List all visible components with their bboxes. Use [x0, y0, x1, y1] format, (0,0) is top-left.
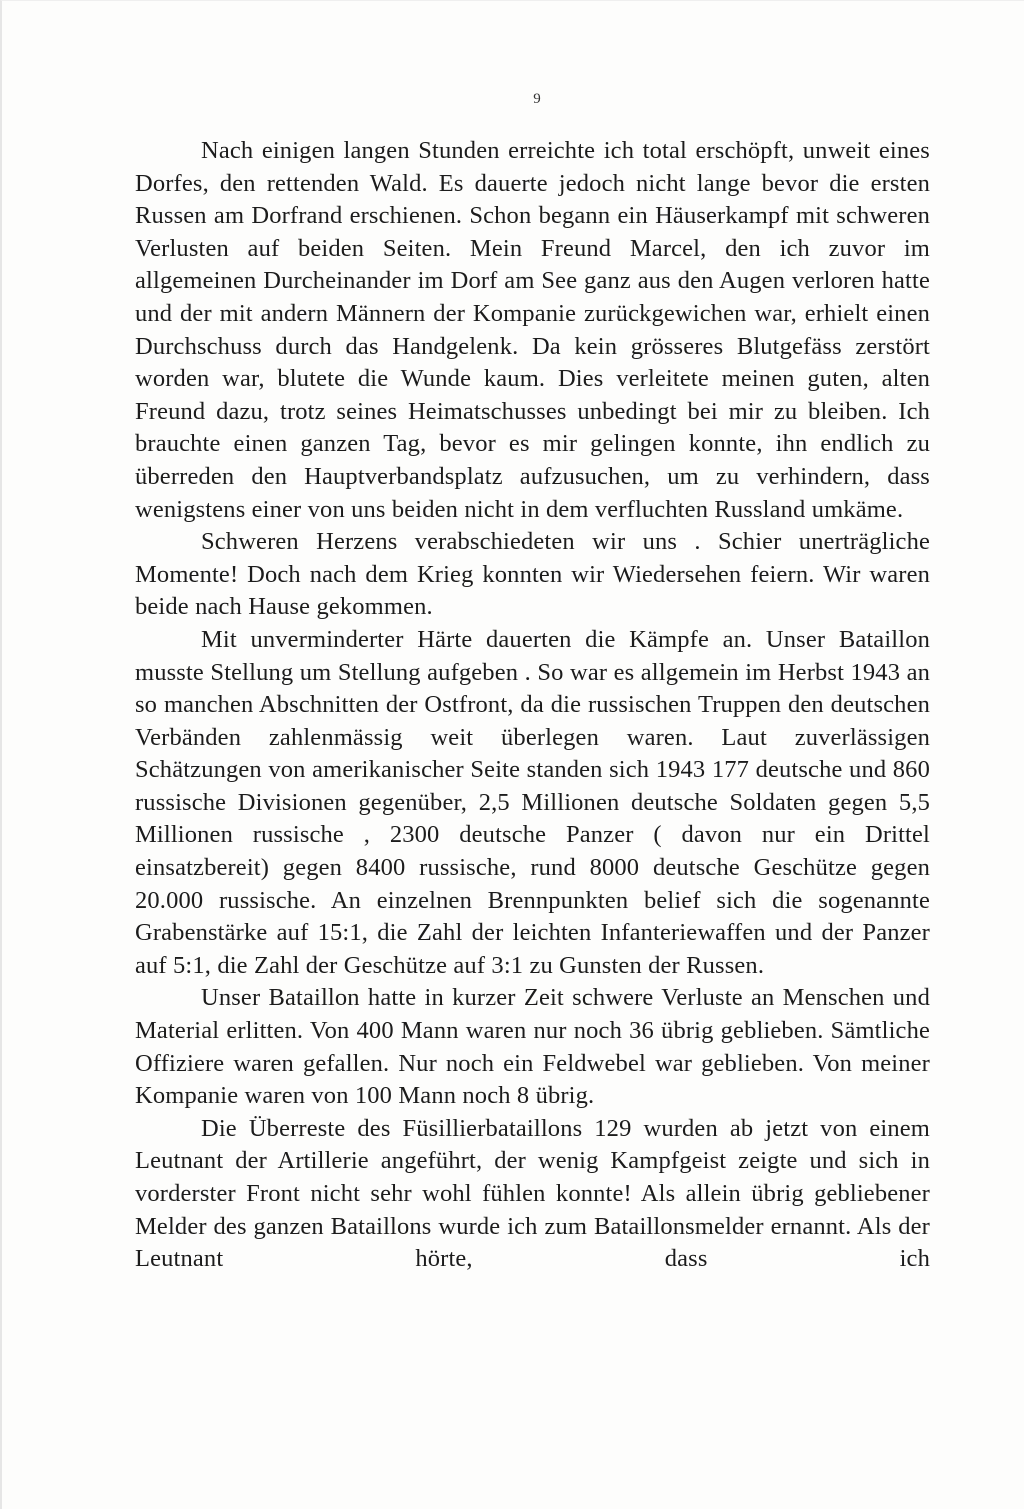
paragraph-4: Unser Bataillon hatte in kurzer Zeit schwere Verluste an Menschen und Material erlitten. Von 400 Mann waren nur noch 36 übrig geblieben. Sämtliche Offiziere waren gefallen. Nur noch ein Feldwebel war geblieben. Von meiner Kompanie waren von 100 Mann noch 8 übrig.: [135, 984, 930, 1110]
paragraph-3: Mit unverminderter Härte dauerten die Kämpfe an. Unser Bataillon musste Stellung um Stellung aufgeben . So war es allgemein im Herbst 1943 an so manchen Abschnitten der Ostfront, da die russischen Truppen den deutschen Verbänden zahlenmässig weit überlegen waren. Laut zuverlässigen Schätzungen von amerikanischer Seite standen sich 1943 177 deutsche und 860 russische Divisionen gegenüber, 2,5 Millionen deutsche Soldaten gegen 5,5 Millionen russische , 2300 deutsche Panzer ( davon nur ein Drittel einsatzbereit) gegen 8400 russische, rund 8000 deutsche Geschütze gegen 20.000 russische. An einzelnen Brennpunkten belief sich die sogenannte Grabenstärke auf 15:1, die Zahl der leichten Infanteriewaffen und der Panzer auf 5:1, die Zahl der Geschütze auf 3:1 zu Gunsten der Russen.: [135, 625, 930, 979]
page-number: 9: [533, 91, 541, 107]
paragraph-1: Nach einigen langen Stunden erreichte ich total erschöpft, unweit eines Dorfes, den rettenden Wald. Es dauerte jedoch nicht lange bevor die ersten Russen am Dorfrand erschienen. Schon begann ein Häuserkampf mit schweren Verlusten auf beiden Seiten. Mein Freund Marcel, den ich zuvor im allgemeinen Durcheinander im Dorf am See ganz aus den Augen verloren hatte und der mit andern Männern der Kompanie zurückgewichen war, erhielt einen Durchschuss durch das Handgelenk. Da kein grösseres Blutgefäss zerstört worden war, blutete die Wunde kaum. Dies verleitete meinen guten, alten Freund dazu, trotz seines Heimatschusses unbedingt bei mir zu bleiben. Ich brauchte einen ganzen Tag, bevor es mir gelingen konnte, ihn endlich zu überreden den Hauptverbandsplatz aufzusuchen, um zu verhindern, dass wenigstens einer von uns beiden nicht in dem verfluchten Russland umkäme.: [135, 137, 930, 523]
paragraph-2: Schweren Herzens verabschiedeten wir uns . Schier unerträgliche Momente! Doch nach dem Krieg konnten wir Wiedersehen feiern. Wir waren beide nach Hause gekommen.: [135, 528, 930, 621]
body-text: [135, 135, 930, 1276]
paragraph-5: Die Überreste des Füsillierbataillons 129 wurden ab jetzt von einem Leutnant der Artillerie angeführt, der wenig Kampfgeist zeigte und sich in vorderster Front nicht sehr wohl fühlen konnte! Als allein übrig gebliebener Melder des ganzen Bataillons wurde ich zum Bataillonsmelder ernannt. Als der Leutnant hörte, dass ich: [135, 1114, 930, 1273]
